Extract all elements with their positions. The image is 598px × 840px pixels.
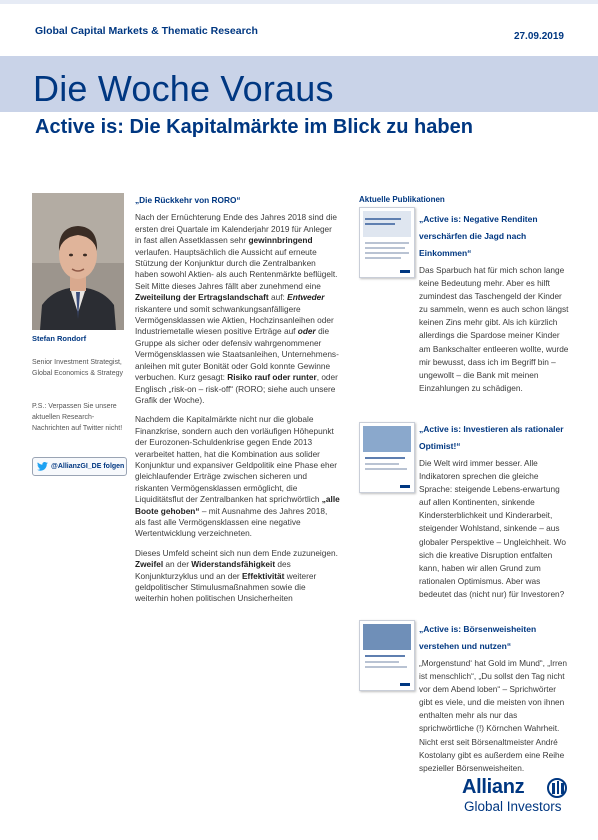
author-role: Senior Investment Strategist, Global Economics & Strategy (32, 359, 124, 377)
publication-body-2: Die Welt wird immer besser. Alle Indikatoren sprechen die gleiche Sprache: steigende Lebens-erwartung auf allen Kontinenten, sinkende Kindersterblichkeit und Kinderarbeit, steigender Wohlstand, sinkende – aus globaler Perspektive – Ungleichheit. Wo sich die kreative Disruption entfalten kann, haben wir allen Grund zum rationalen Optimismus. Aber was bedeutet das (nicht nur) für Investoren? (419, 458, 566, 599)
article-heading: „Die Rückkehr von RORO“ (135, 195, 241, 205)
top-line (0, 0, 598, 4)
publications-heading: Aktuelle Publikationen (359, 195, 445, 204)
twitter-follow-label: @AllianzGI_DE folgen (51, 463, 125, 470)
publication-thumbnail-3[interactable] (359, 620, 415, 691)
publication-title-1[interactable]: „Active is: Negative Renditen verschärfen die Jagd nach Einkommen“ (419, 214, 538, 258)
page-subtitle: Active is: Die Kapitalmärkte im Blick zu haben (35, 116, 473, 138)
publication-body-3: „Morgenstund‘ hat Gold im Mund“, „Irren ist menschlich“, „Du sollst den Tag nicht vor dem Abend loben“ – Sprichwörter gibt es viele, und die meisten von ihnen enthalten mehr als nur das sprichwörtliche (!) Körnchen Wahrheit. Nicht erst seit Börsenaltmeister André Kostolany gibt es außerdem eine Reihe spezieller Börsenweisheiten. (419, 658, 568, 773)
publication-title-3[interactable]: „Active is: Börsenweisheiten verstehen und nutzen“ (419, 624, 537, 651)
allianz-eagle-icon (547, 778, 567, 798)
publication-thumbnail-2[interactable] (359, 422, 415, 493)
twitter-note: P.S.: Verpassen Sie unsere aktuellen Research-Nachrichten auf Twitter nicht! (32, 403, 123, 432)
header-date: 27.09.2019 (513, 31, 564, 42)
article-paragraph-2: Nachdem die Kapitalmärkte nicht nur die globale Finanzkrise, sondern auch den vorläufigen Höhepunkt der Eurozonen-Schuldenkrise gegen Ende 2013 verarbeitet hatten, hat die Kombination aus solider Konjunktur und expansiver Geldpolitik eine Phase eher gleichlaufender Erträge zwischen sicheren und riskanten Vermögensklassen ermöglicht, die Liquiditätsflut der Zentralbanken hat sprichwörtlich „alle Boote gehoben“ – mit Ausnahme des Jahres 2018, als fast alle Vermögensklassen eine negative Wertentwicklung verzeichneten. (135, 414, 340, 539)
header-department: Global Capital Markets & Thematic Research (35, 25, 258, 37)
twitter-icon (37, 462, 48, 471)
twitter-follow-button[interactable] (32, 457, 127, 476)
main-article (135, 195, 340, 613)
allianz-logo-text: Allianz (462, 776, 525, 798)
publication-title-2[interactable]: „Active is: Investieren als rationaler Optimist!“ (419, 424, 564, 451)
article-paragraph-3: Dieses Umfeld scheint sich nun dem Ende zuzuneigen. Zweifel an der Widerstandsfähigkeit des Konjunkturzyklus und an der Effektivität weiterer geldpolitischer Stimulusmaßnahmen sowie die weiterhin hohen politischen Unsicherheiten (135, 547, 338, 604)
article-paragraph-1: Nach der Ernüchterung Ende des Jahres 2018 sind die ersten drei Quartale im Kalenderjahr 2019 für Anleger in fast allen Assetklassen sehr gewinnbringend verlaufen. Hauptsächlich die Aussicht auf erneute Stützung der Konjunktur durch die Zentralbanken haben sowohl Aktien- als auch Rentenmärkte beflügelt. Seit Mitte dieses Jahres fällt aber zunehmend eine Zweiteilung der Ertragslandschaft auf: Entweder riskantere und somit schwankungsanfälligere Vermögensklassen wie Aktien, Hochzinsanleihen oder Industriemetalle wiesen positive Erträge auf oder die Gruppe als sicher oder defensiv wahrgenommener Vermögensklassen wie Staatsanleihen, Unternehmens-anleihen mit guter Bonität oder Gold konnte Gewinne verbuchen. Kurz gesagt: Risiko rauf oder runter, oder Englisch „risk-on – risk-off“ (RORO; siehe auch unsere Grafik der Woche). (135, 212, 339, 405)
allianz-division-text: Global Investors (464, 799, 562, 814)
page-title: Die Woche Voraus (33, 68, 334, 109)
author-photo (32, 193, 124, 330)
publication-thumbnail-1[interactable] (359, 207, 415, 278)
publication-body-1: Das Sparbuch hat für mich schon lange keine Bedeutung mehr. Aber es hilft zumindest das Taschengeld der Kinder zu sammeln, wenn es auch schon längst keinen Zins mehr gibt. Als ich kürzlich allerdings die Spardose meiner Kinder am Bankschalter entleeren wollte, wurde mir bewusst, dass ich im Begriff bin – ungewollt – die Bank mit meinen Einzahlungen zu schädigen. (419, 265, 569, 393)
author-name: Stefan Rondorf (32, 334, 87, 343)
